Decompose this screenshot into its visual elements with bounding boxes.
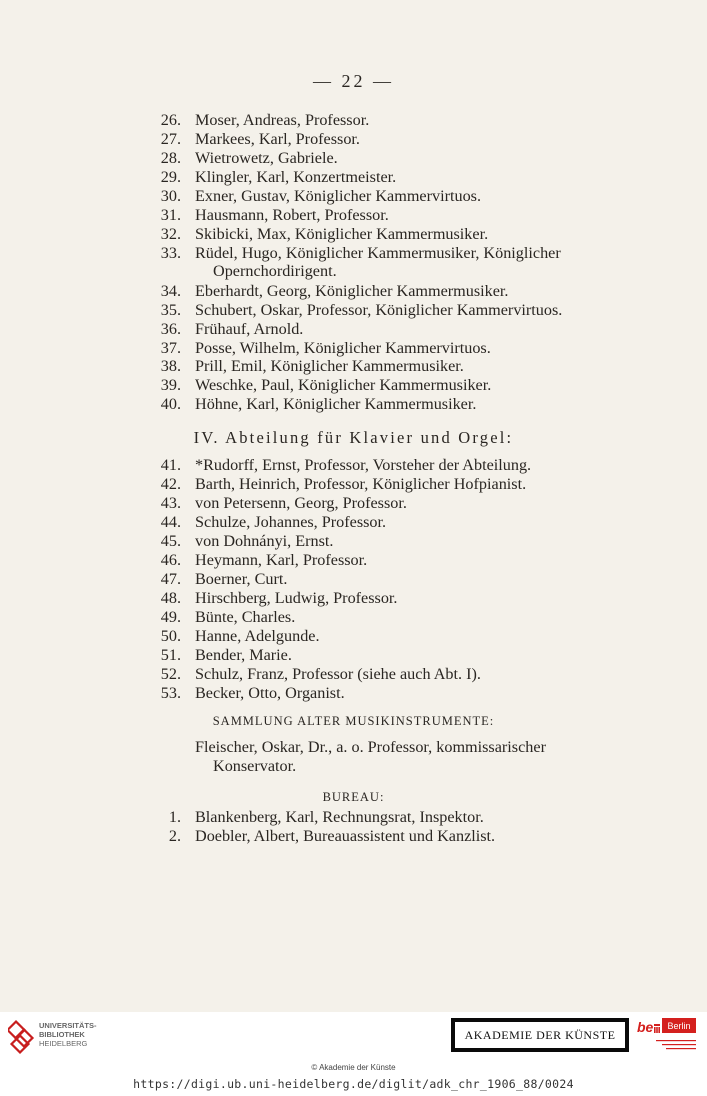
entry-text: von Petersenn, Georg, Professor. bbox=[195, 494, 407, 512]
akademie-logo bbox=[451, 1018, 629, 1052]
entry-text: Schulze, Johannes, Professor. bbox=[195, 513, 387, 531]
entry-number: 51. bbox=[160, 646, 181, 664]
copyright-text: © Akademie der Künste bbox=[311, 1063, 396, 1072]
entry-number: 38. bbox=[160, 357, 181, 375]
entry-number: 1. bbox=[168, 808, 181, 826]
entry-number: 52. bbox=[160, 665, 181, 683]
entry-text: Exner, Gustav, Königlicher Kammervirtuos. bbox=[195, 187, 482, 205]
page-number: — 22 — bbox=[313, 71, 394, 91]
entry-number: 36. bbox=[160, 320, 181, 338]
entry-text: Eberhardt, Georg, Königlicher Kammermusiker. bbox=[195, 282, 509, 300]
entry-text: Barth, Heinrich, Professor, Königlicher Hofpianist. bbox=[195, 475, 527, 493]
entry-text: Schubert, Oskar, Professor, Königlicher Kammervirtuos. bbox=[195, 301, 563, 319]
berlin-logo bbox=[636, 1016, 698, 1056]
section-heading: BUREAU: bbox=[322, 790, 385, 804]
entry-text: Moser, Andreas, Professor. bbox=[195, 111, 370, 129]
entry-text: Konservator. bbox=[213, 757, 297, 775]
entry-text: Bünte, Charles. bbox=[195, 608, 296, 626]
entry-number: 27. bbox=[160, 130, 181, 148]
entry-text: Fleischer, Oskar, Dr., a. o. Professor, kommissarischer bbox=[195, 738, 546, 756]
entry-number: 34. bbox=[160, 282, 181, 300]
entry-number: 46. bbox=[160, 551, 181, 569]
entry-number: 30. bbox=[160, 187, 181, 205]
entry-text: Hanne, Adelgunde. bbox=[195, 627, 320, 645]
entry-text: von Dohnányi, Ernst. bbox=[195, 532, 334, 550]
entry-text: Klingler, Karl, Konzertmeister. bbox=[195, 168, 397, 186]
entry-number: 41. bbox=[160, 456, 181, 474]
entry-number: 33. bbox=[160, 244, 181, 262]
entry-number: 47. bbox=[160, 570, 181, 588]
section-heading: SAMMLUNG ALTER MUSIKINSTRUMENTE: bbox=[212, 714, 495, 728]
entry-number: 44. bbox=[160, 513, 181, 531]
university-library-text: UNIVERSITÄTS- BIBLIOTHEK HEIDELBERG bbox=[39, 1021, 97, 1048]
entry-number: 39. bbox=[160, 376, 181, 394]
entry-text: Doebler, Albert, Bureauassistent und Kanzlist. bbox=[195, 827, 496, 845]
entry-text: Bender, Marie. bbox=[195, 646, 292, 664]
entry-text: Rüdel, Hugo, Königlicher Kammermusiker, Königlicher bbox=[195, 244, 561, 262]
entry-text: Prill, Emil, Königlicher Kammermusiker. bbox=[195, 357, 464, 375]
entry-number: 49. bbox=[160, 608, 181, 626]
entry-number: 28. bbox=[160, 149, 181, 167]
source-url[interactable]: https://digi.ub.uni-heidelberg.de/diglit/adk_chr_1906_88/0024 bbox=[133, 1077, 574, 1091]
entry-text: Skibicki, Max, Königlicher Kammermusiker. bbox=[195, 225, 489, 243]
entry-text: Boerner, Curt. bbox=[195, 570, 288, 588]
entry-number: 40. bbox=[160, 395, 181, 413]
entry-number: 42. bbox=[160, 475, 181, 493]
entry-text: Schulz, Franz, Professor (siehe auch Abt. I). bbox=[195, 665, 481, 683]
entry-text: Wietrowetz, Gabriele. bbox=[195, 149, 338, 167]
entry-number: 53. bbox=[160, 684, 181, 702]
entry-number: 37. bbox=[160, 339, 181, 357]
entry-text: Heymann, Karl, Professor. bbox=[195, 551, 368, 569]
entry-number: 29. bbox=[160, 168, 181, 186]
entry-text: Höhne, Karl, Königlicher Kammermusiker. bbox=[195, 395, 477, 413]
entry-text: Frühauf, Arnold. bbox=[195, 320, 304, 338]
berlin-label: Berlin bbox=[667, 1021, 691, 1031]
entry-text: Markees, Karl, Professor. bbox=[195, 130, 360, 148]
entry-text: Blankenberg, Karl, Rechnungsrat, Inspektor. bbox=[195, 808, 484, 826]
entry-text: Posse, Wilhelm, Königlicher Kammervirtuos. bbox=[195, 339, 491, 357]
entry-number: 26. bbox=[160, 111, 181, 129]
entry-number: 48. bbox=[160, 589, 181, 607]
entry-text: *Rudorff, Ernst, Professor, Vorsteher der Abteilung. bbox=[195, 456, 532, 474]
entry-text: Hausmann, Robert, Professor. bbox=[195, 206, 389, 224]
entry-number: 50. bbox=[160, 627, 181, 645]
entry-number: 2. bbox=[168, 827, 181, 845]
entry-text: Hirschberg, Ludwig, Professor. bbox=[195, 589, 398, 607]
section-heading: IV. Abteilung für Klavier und Orgel: bbox=[193, 428, 514, 447]
akademie-label: AKADEMIE DER KÜNSTE bbox=[464, 1028, 616, 1042]
svg-text:be: be bbox=[637, 1019, 654, 1035]
entry-number: 45. bbox=[160, 532, 181, 550]
entry-number: 32. bbox=[160, 225, 181, 243]
entry-number: 31. bbox=[160, 206, 181, 224]
entry-text: Opernchordirigent. bbox=[213, 262, 337, 280]
entry-number: 43. bbox=[160, 494, 181, 512]
entry-number: 35. bbox=[160, 301, 181, 319]
entry-text: Weschke, Paul, Königlicher Kammermusiker. bbox=[195, 376, 492, 394]
entry-text: Becker, Otto, Organist. bbox=[195, 684, 345, 702]
